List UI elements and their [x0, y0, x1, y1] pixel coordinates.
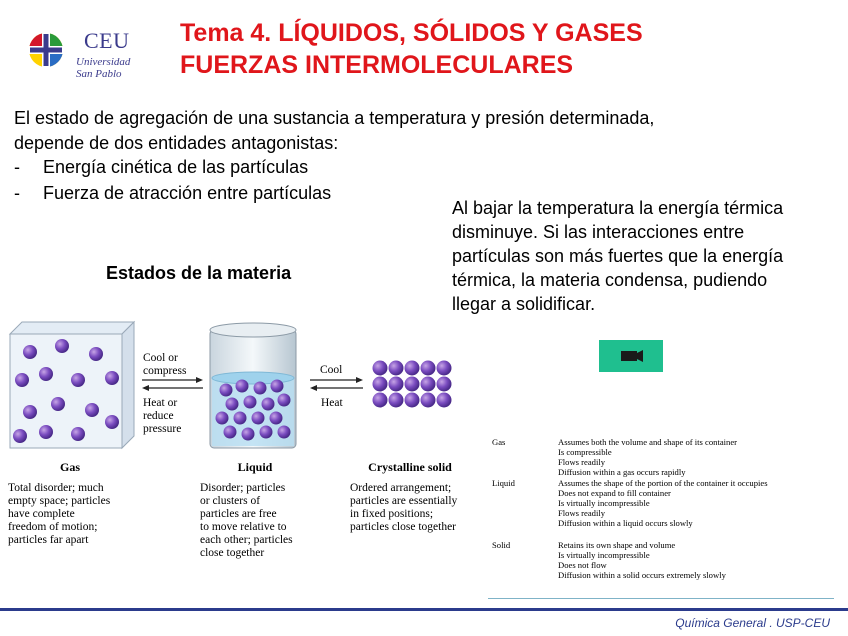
arrow-label: Heat or	[143, 397, 178, 409]
solid-desc-line: in fixed positions;	[350, 508, 434, 520]
cool-heat-arrows	[310, 377, 363, 391]
gas-desc-line: empty space; particles	[8, 495, 111, 507]
table-property: Flows readily	[558, 457, 606, 467]
liquid-desc-line: to move relative to	[200, 521, 287, 533]
ceu-logo	[26, 26, 156, 82]
arrow-label: Cool or	[143, 352, 178, 364]
compress-arrows	[142, 377, 203, 391]
logo-name: CEU	[84, 28, 130, 53]
right-paragraph-line: partículas son más fuertes que la energía	[452, 246, 784, 266]
liquid-desc-line: close together	[200, 547, 265, 559]
bullet-item: Energía cinética de las partículas	[43, 157, 309, 177]
liquid-desc-line: Disorder; particles	[200, 482, 286, 494]
liquid-desc-line: or clusters of	[200, 495, 261, 507]
video-camera-icon	[599, 340, 663, 372]
bullet-dash: -	[14, 183, 20, 203]
solid-desc-line: particles are essentially	[350, 495, 458, 507]
right-paragraph-line: disminuye. Si las interacciones entre	[452, 222, 745, 242]
intro-line1: El estado de agregación de una sustancia a temperatura y presión determinada,	[14, 108, 655, 128]
right-paragraph-line: llegar a solidificar.	[452, 294, 596, 314]
liquid-beaker-image	[210, 323, 296, 448]
table-property: Assumes the shape of the portion of the container it occupies	[558, 478, 768, 488]
table-property: Is compressible	[558, 447, 612, 457]
gas-desc-line: particles far apart	[8, 534, 89, 546]
states-heading: Estados de la materia	[106, 263, 292, 283]
solid-lattice-image	[373, 361, 452, 408]
gas-container-image	[10, 322, 134, 448]
table-state-label: Gas	[492, 437, 506, 447]
liquid-desc-line: particles are free	[200, 508, 277, 520]
ceu-cross-logo-icon	[26, 30, 66, 70]
table-state-label: Solid	[492, 540, 511, 550]
arrow-label: pressure	[143, 423, 182, 435]
footer-divider	[0, 608, 848, 611]
states-figure	[0, 318, 486, 454]
page-title-line2: FUERZAS INTERMOLECULARES	[180, 51, 574, 79]
table-property: Diffusion within a solid occurs extremely slowly	[558, 570, 726, 580]
logo-line2: San Pablo	[76, 68, 122, 80]
table-property: Does not expand to fill container	[558, 488, 671, 498]
right-paragraph-line: Al bajar la temperatura la energía térmica	[452, 198, 784, 218]
solid-desc-line: Ordered arrangement;	[350, 482, 452, 494]
gas-desc-line: Total disorder; much	[8, 482, 104, 494]
liquid-label: Liquid	[237, 460, 273, 474]
gas-label: Gas	[59, 460, 80, 474]
table-property: Diffusion within a liquid occurs slowly	[558, 518, 693, 528]
table-bottom-rule	[488, 598, 834, 599]
arrow-label: compress	[143, 365, 187, 377]
table-property: Retains its own shape and volume	[558, 540, 676, 550]
table-property: Does not flow	[558, 560, 607, 570]
bullet-dash: -	[14, 157, 20, 177]
solid-desc-line: particles close together	[350, 521, 457, 533]
arrow-label: Heat	[321, 397, 343, 409]
right-paragraph-line: térmica, la materia condensa, pudiendo	[452, 270, 768, 290]
intro-line2: depende de dos entidades antagonistas:	[14, 133, 339, 153]
solid-label: Crystalline solid	[368, 460, 452, 474]
table-property: Assumes both the volume and shape of its container	[558, 437, 738, 447]
gas-desc-line: freedom of motion;	[8, 521, 98, 533]
liquid-desc-line: each other; particles	[200, 534, 293, 546]
media-button[interactable]	[599, 340, 663, 372]
arrow-label: reduce	[143, 410, 174, 422]
arrow-label: Cool	[320, 364, 343, 376]
bullet-item: Fuerza de atracción entre partículas	[43, 183, 332, 203]
table-property: Is virtually incompressible	[558, 550, 650, 560]
footer-text: Química General . USP-CEU	[675, 616, 830, 630]
table-property: Is virtually incompressible	[558, 498, 650, 508]
page-title-line1: Tema 4. LÍQUIDOS, SÓLIDOS Y GASES	[180, 19, 643, 47]
table-state-label: Liquid	[492, 478, 515, 488]
gas-desc-line: have complete	[8, 508, 75, 520]
table-property: Diffusion within a gas occurs rapidly	[558, 467, 686, 477]
logo-line1: Universidad	[76, 56, 131, 68]
table-property: Flows readily	[558, 508, 606, 518]
